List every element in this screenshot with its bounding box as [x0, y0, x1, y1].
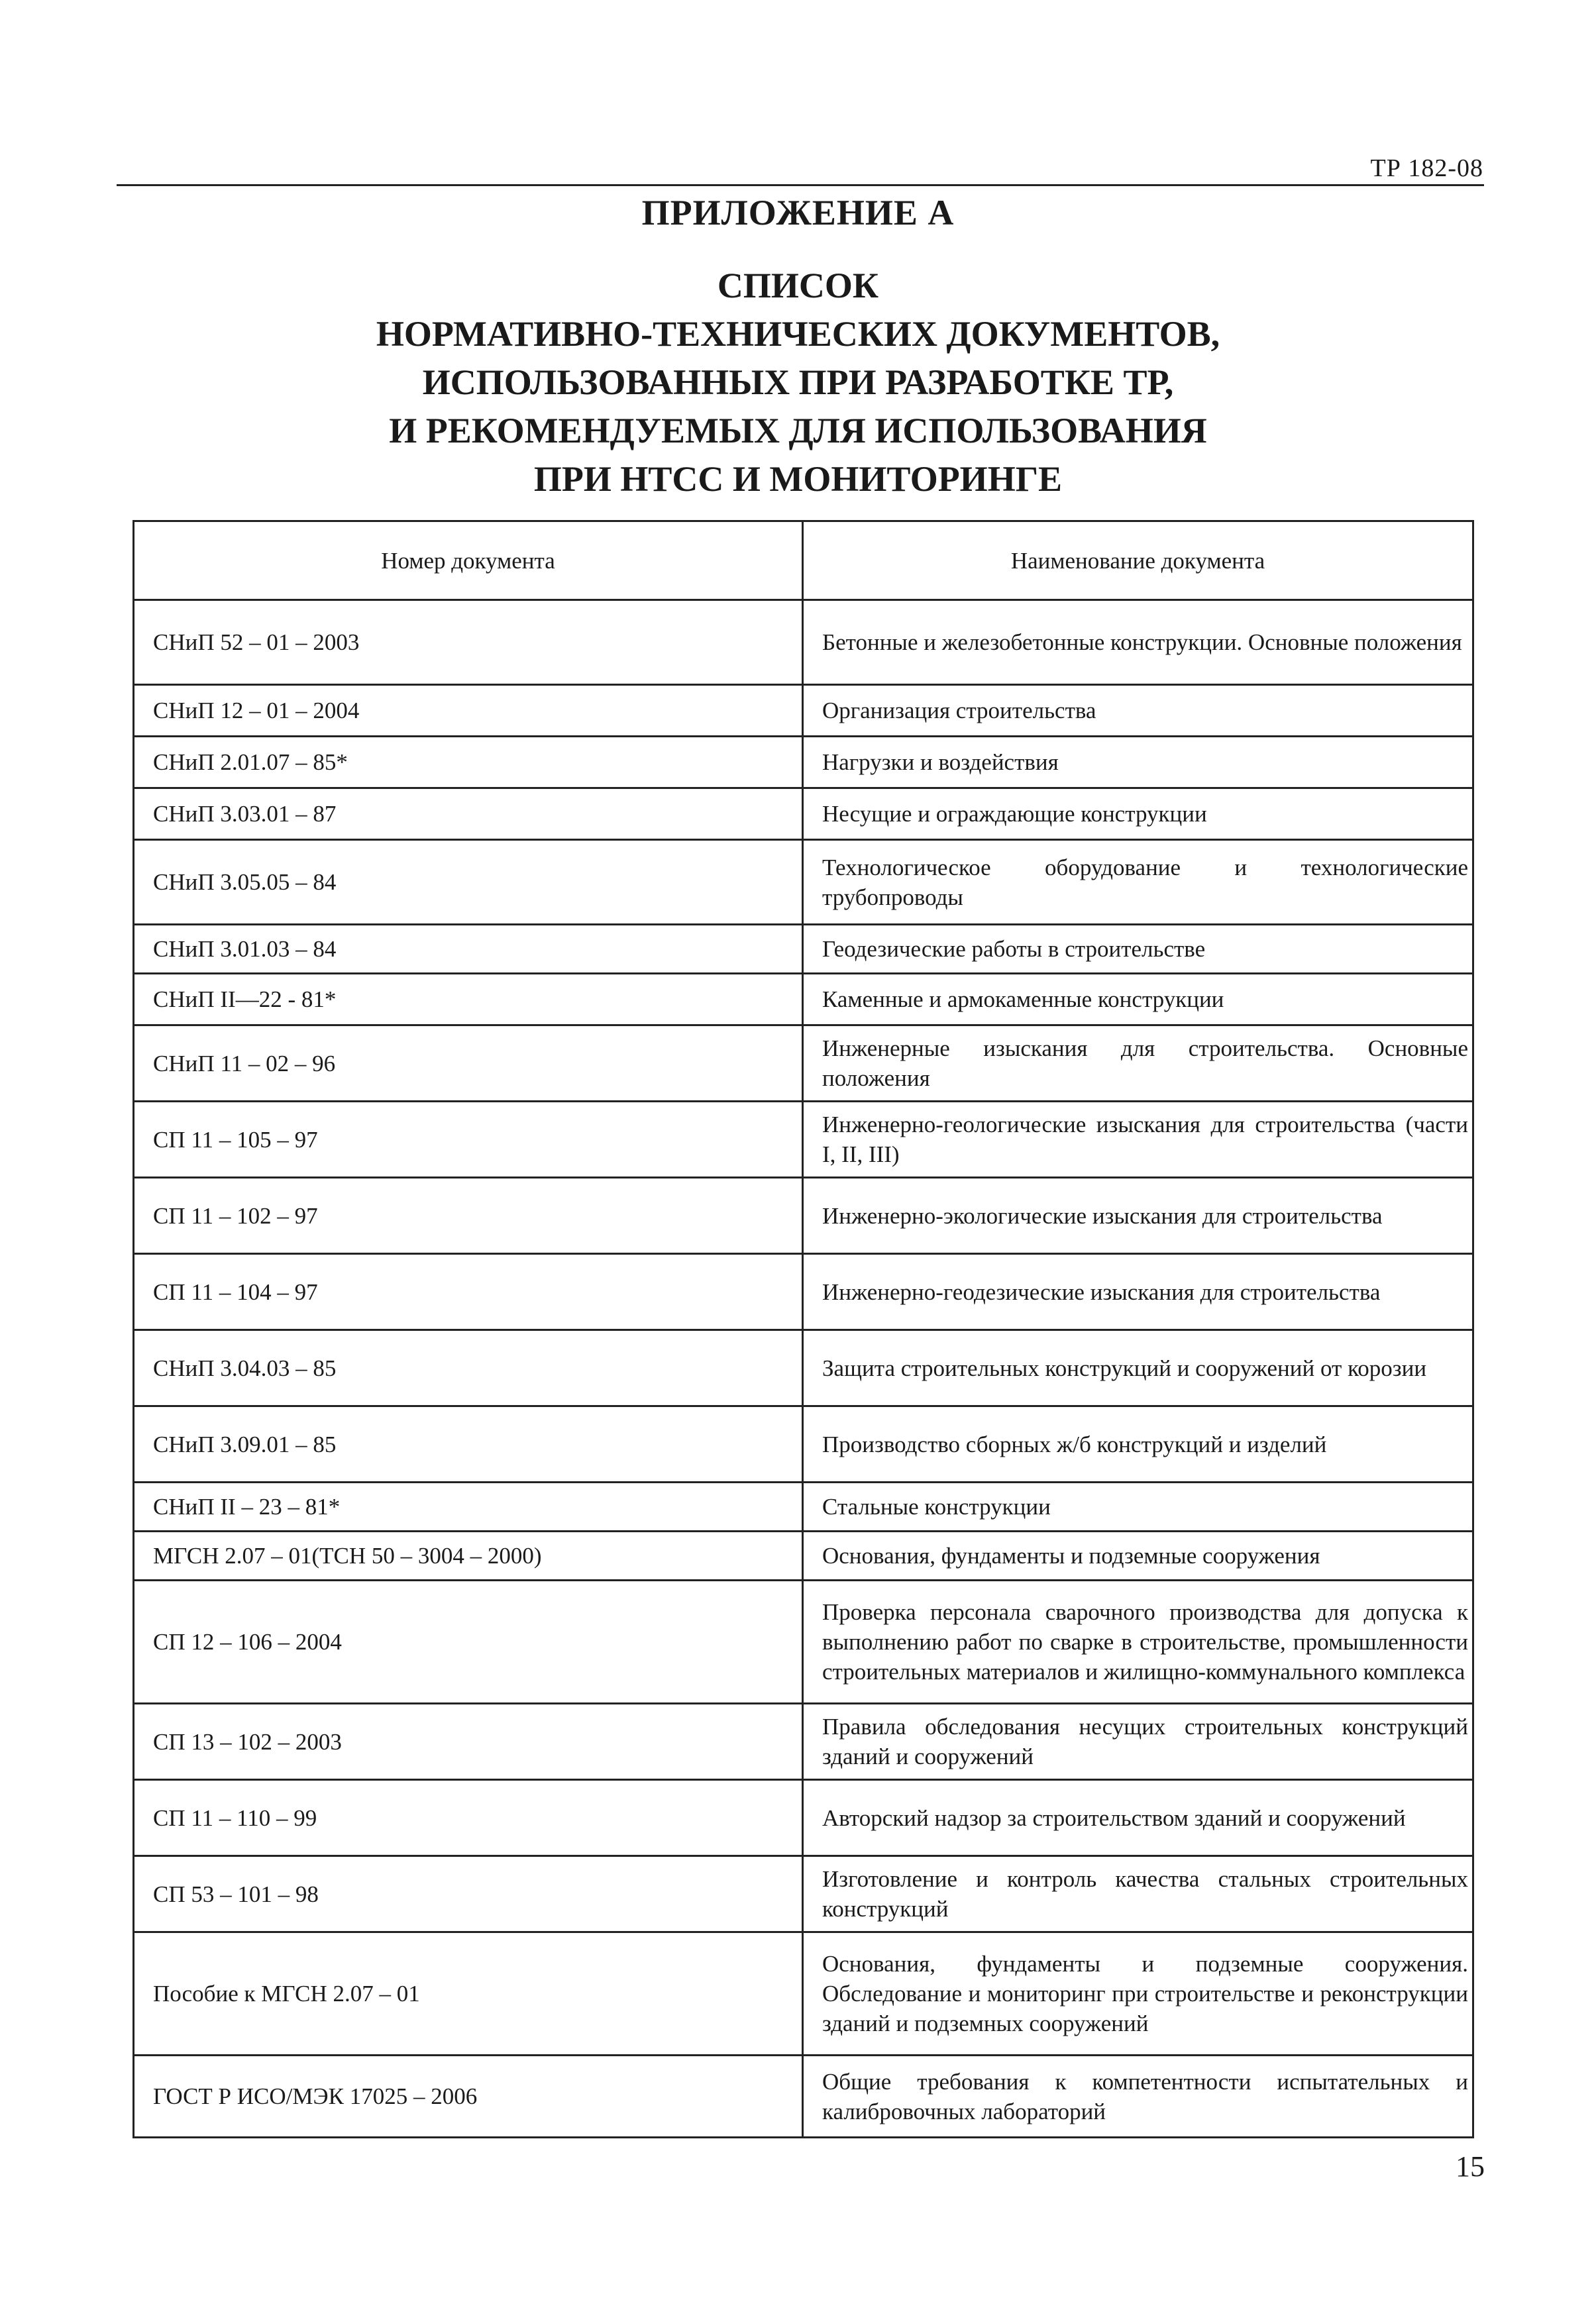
table-row — [134, 1178, 1473, 1254]
document-name: Стальные конструкции — [803, 1483, 1473, 1532]
document-name: Защита строительных конструкций и сооружений от корозии — [803, 1330, 1473, 1406]
document-number: СНиП 52 – 01 – 2003 — [134, 600, 803, 685]
document-name: Геодезические работы в строительстве — [803, 925, 1473, 974]
document-number: СНиП 3.03.01 – 87 — [134, 788, 803, 840]
table-row — [134, 1581, 1473, 1704]
page-number: 15 — [1456, 2150, 1485, 2183]
list-title-line: И РЕКОМЕНДУЕМЫХ ДЛЯ ИСПОЛЬЗОВАНИЯ — [389, 411, 1207, 450]
document-number: СНиП II—22 - 81* — [134, 974, 803, 1025]
document-number: СНиП 3.05.05 – 84 — [134, 840, 803, 925]
document-number: СНиП 3.09.01 – 85 — [134, 1406, 803, 1483]
document-name: Авторский надзор за строительством зданий и сооружений — [803, 1780, 1473, 1856]
header-rule — [117, 184, 1484, 186]
list-title-line: ИСПОЛЬЗОВАННЫХ ПРИ РАЗРАБОТКЕ ТР, — [422, 362, 1174, 402]
document-name: Технологическое оборудование и технологические трубопроводы — [803, 840, 1473, 925]
document-number: МГСН 2.07 – 01(ТСН 50 – 3004 – 2000) — [134, 1532, 803, 1581]
document-number: СНиП 2.01.07 – 85* — [134, 737, 803, 788]
table-row — [134, 1406, 1473, 1483]
document-name: Инженерно-геологические изыскания для строительства (части I, II, III) — [803, 1102, 1473, 1178]
document-number: СП 11 – 104 – 97 — [134, 1254, 803, 1330]
table-row — [134, 788, 1473, 840]
table-row — [134, 1102, 1473, 1178]
document-name: Основания, фундаменты и подземные сооружения — [803, 1532, 1473, 1581]
table-row — [134, 1254, 1473, 1330]
document-name: Инженерно-геодезические изыскания для строительства — [803, 1254, 1473, 1330]
table-row — [134, 974, 1473, 1025]
document-number: СП 11 – 102 – 97 — [134, 1178, 803, 1254]
document-number: СНиП 3.04.03 – 85 — [134, 1330, 803, 1406]
table-row — [134, 840, 1473, 925]
document-name: Проверка персонала сварочного производства для допуска к выполнению работ по сварке в строительстве, промышленности строительных материалов и жилищно-коммунального комплекса — [803, 1581, 1473, 1704]
table-row — [134, 737, 1473, 788]
document-code: ТР 182-08 — [1370, 154, 1483, 182]
document-name: Основания, фундаменты и подземные сооружения. Обследование и мониторинг при строительстве и реконструкции зданий и подземных сооружений — [803, 1932, 1473, 2056]
document-number: ГОСТ Р ИСО/МЭК 17025 – 2006 — [134, 2056, 803, 2138]
list-title-line: НОРМАТИВНО-ТЕХНИЧЕСКИХ ДОКУМЕНТОВ, — [376, 314, 1220, 354]
table-row — [134, 1932, 1473, 2056]
document-name: Нагрузки и воздействия — [803, 737, 1473, 788]
document-name: Правила обследования несущих строительных конструкций зданий и сооружений — [803, 1704, 1473, 1780]
list-title-line: СПИСОК — [717, 266, 879, 305]
document-name: Несущие и ограждающие конструкции — [803, 788, 1473, 840]
document-number: СП 12 – 106 – 2004 — [134, 1581, 803, 1704]
table-row — [134, 1330, 1473, 1406]
document-name: Инженерно-экологические изыскания для строительства — [803, 1178, 1473, 1254]
table-row — [134, 1856, 1473, 1932]
table-row — [134, 1483, 1473, 1532]
document-name: Каменные и армокаменные конструкции — [803, 974, 1473, 1025]
document-name: Общие требования к компетентности испытательных и калибровочных лабораторий — [803, 2056, 1473, 2138]
list-title — [0, 262, 1596, 503]
list-title-line: ПРИ НТСС И МОНИТОРИНГЕ — [533, 459, 1063, 499]
appendix-title: ПРИЛОЖЕНИЕ А — [641, 193, 955, 233]
table-row — [134, 1025, 1473, 1102]
document-name: Изготовление и контроль качества стальных строительных конструкций — [803, 1856, 1473, 1932]
table-row — [134, 1780, 1473, 1856]
table-row — [134, 2056, 1473, 2138]
document-name: Бетонные и железобетонные конструкции. Основные положения — [803, 600, 1473, 685]
document-name: Организация строительства — [803, 685, 1473, 737]
table-header-row — [134, 521, 1473, 600]
document-number: СП 53 – 101 – 98 — [134, 1856, 803, 1932]
document-name: Производство сборных ж/б конструкций и изделий — [803, 1406, 1473, 1483]
document-number: СНиП II – 23 – 81* — [134, 1483, 803, 1532]
document-number: СП 11 – 105 – 97 — [134, 1102, 803, 1178]
table-row — [134, 685, 1473, 737]
document-number: СП 11 – 110 – 99 — [134, 1780, 803, 1856]
column-header-name: Наименование документа — [803, 521, 1473, 600]
documents-table — [133, 520, 1474, 2138]
column-header-number: Номер документа — [134, 521, 803, 600]
table-row — [134, 600, 1473, 685]
document-name: Инженерные изыскания для строительства. Основные положения — [803, 1025, 1473, 1102]
document-number: СНиП 3.01.03 – 84 — [134, 925, 803, 974]
document-number: Пособие к МГСН 2.07 – 01 — [134, 1932, 803, 2056]
document-number: СНиП 11 – 02 – 96 — [134, 1025, 803, 1102]
table-row — [134, 1704, 1473, 1780]
document-number: СНиП 12 – 01 – 2004 — [134, 685, 803, 737]
table-row — [134, 925, 1473, 974]
document-number: СП 13 – 102 – 2003 — [134, 1704, 803, 1780]
table-row — [134, 1532, 1473, 1581]
